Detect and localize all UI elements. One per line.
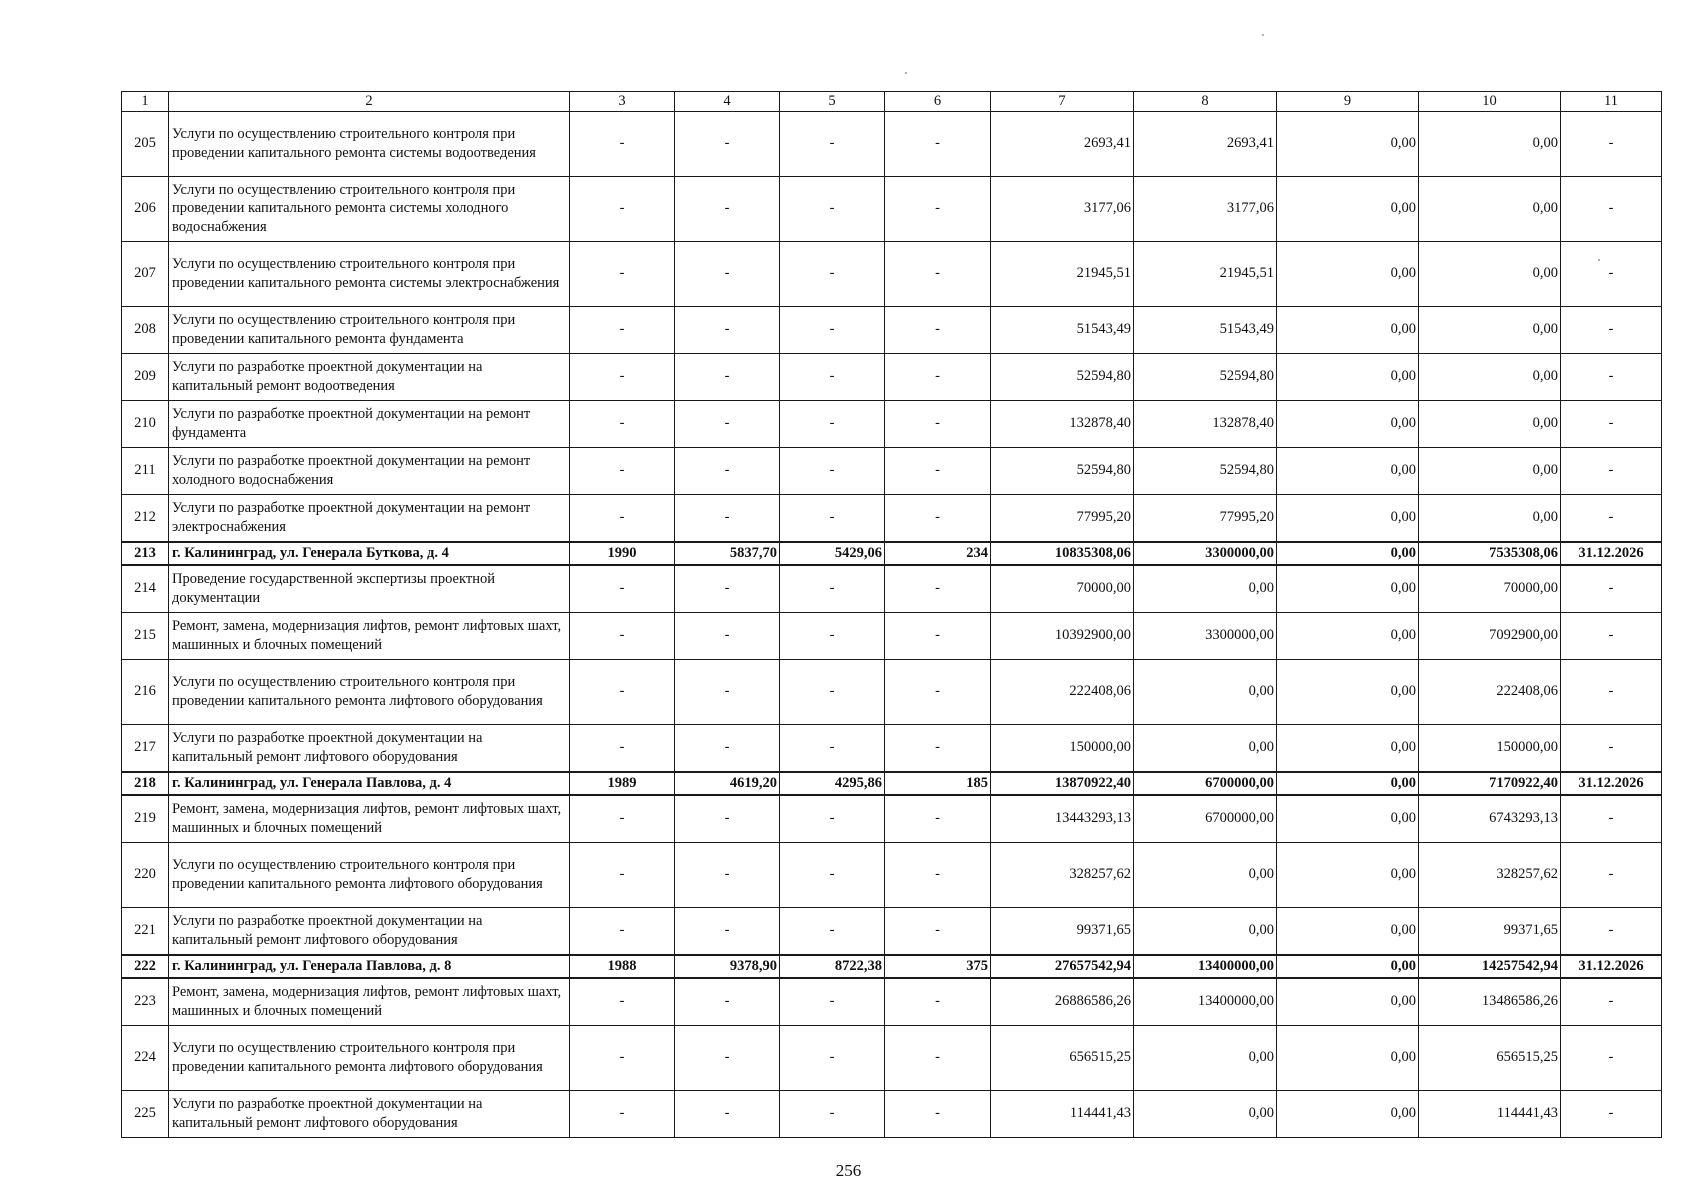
col-11-cell: -: [1561, 353, 1662, 400]
col-4-cell: -: [675, 724, 780, 772]
col-11-cell: -: [1561, 1090, 1662, 1137]
work-description-cell: Ремонт, замена, модернизация лифтов, ремонт лифтовых шахт, машинных и блочных помещений: [169, 978, 570, 1026]
col-7-cell: 656515,25: [991, 1025, 1134, 1090]
col-3-cell: -: [570, 176, 675, 241]
col-7-cell: 132878,40: [991, 400, 1134, 447]
work-description-cell: Услуги по осуществлению строительного контроля при проведении капитального ремонта лифтового оборудования: [169, 1025, 570, 1090]
col-8-cell: 3300000,00: [1134, 612, 1277, 659]
scan-speck: [1262, 34, 1264, 36]
col-7-cell: 13870922,40: [991, 772, 1134, 795]
col-9-cell: 0,00: [1277, 400, 1419, 447]
col-7-cell: 70000,00: [991, 565, 1134, 613]
col-3-cell: -: [570, 400, 675, 447]
col-8-cell: 6700000,00: [1134, 795, 1277, 843]
col-10-cell: 328257,62: [1419, 842, 1561, 907]
col-10-cell: 14257542,94: [1419, 955, 1561, 978]
row-number-cell: 216: [122, 659, 169, 724]
col-5-cell: -: [780, 1025, 885, 1090]
col-7-cell: 77995,20: [991, 494, 1134, 542]
col-3-cell: 1990: [570, 542, 675, 565]
work-description-cell: Услуги по разработке проектной документации на капитальный ремонт водоотведения: [169, 353, 570, 400]
col-3-cell: -: [570, 494, 675, 542]
col-4-cell: -: [675, 111, 780, 176]
work-description-cell: Услуги по разработке проектной документации на ремонт фундамента: [169, 400, 570, 447]
col-11-cell: -: [1561, 306, 1662, 353]
col-4-cell: -: [675, 565, 780, 613]
col-7-cell: 51543,49: [991, 306, 1134, 353]
col-10-cell: 7092900,00: [1419, 612, 1561, 659]
col-8-cell: 51543,49: [1134, 306, 1277, 353]
row-number-cell: 224: [122, 1025, 169, 1090]
col-6-cell: -: [885, 612, 991, 659]
col-5-cell: -: [780, 612, 885, 659]
col-6-cell: -: [885, 795, 991, 843]
row-number-cell: 217: [122, 724, 169, 772]
col-8-cell: 132878,40: [1134, 400, 1277, 447]
col-8-cell: 77995,20: [1134, 494, 1277, 542]
col-4-cell: 9378,90: [675, 955, 780, 978]
col-9-cell: 0,00: [1277, 241, 1419, 306]
col-4-cell: -: [675, 306, 780, 353]
row-number-cell: 207: [122, 241, 169, 306]
col-9-cell: 0,00: [1277, 659, 1419, 724]
col-8-cell: 52594,80: [1134, 353, 1277, 400]
work-description-cell: Проведение государственной экспертизы проектной документации: [169, 565, 570, 613]
col-9-cell: 0,00: [1277, 1025, 1419, 1090]
col-11-cell: -: [1561, 724, 1662, 772]
work-item-row: [122, 724, 1662, 772]
col-4-cell: 5837,70: [675, 542, 780, 565]
col-7-cell: 150000,00: [991, 724, 1134, 772]
work-item-row: [122, 659, 1662, 724]
col-8-cell: 13400000,00: [1134, 978, 1277, 1026]
col-4-cell: -: [675, 241, 780, 306]
work-description-cell: г. Калининград, ул. Генерала Павлова, д. 8: [169, 955, 570, 978]
col-8-cell: 0,00: [1134, 1090, 1277, 1137]
col-6-cell: -: [885, 565, 991, 613]
work-item-row: [122, 494, 1662, 542]
column-header: 4: [675, 92, 780, 112]
col-6-cell: -: [885, 978, 991, 1026]
col-9-cell: 0,00: [1277, 565, 1419, 613]
col-4-cell: 4619,20: [675, 772, 780, 795]
col-4-cell: -: [675, 907, 780, 955]
col-7-cell: 114441,43: [991, 1090, 1134, 1137]
col-11-cell: 31.12.2026: [1561, 955, 1662, 978]
col-7-cell: 99371,65: [991, 907, 1134, 955]
col-10-cell: 70000,00: [1419, 565, 1561, 613]
address-row: [122, 542, 1662, 565]
col-8-cell: 6700000,00: [1134, 772, 1277, 795]
col-10-cell: 0,00: [1419, 306, 1561, 353]
col-7-cell: 10835308,06: [991, 542, 1134, 565]
col-6-cell: 234: [885, 542, 991, 565]
col-11-cell: 31.12.2026: [1561, 542, 1662, 565]
column-header: 7: [991, 92, 1134, 112]
col-4-cell: -: [675, 176, 780, 241]
col-4-cell: -: [675, 612, 780, 659]
col-3-cell: -: [570, 1090, 675, 1137]
col-8-cell: 2693,41: [1134, 111, 1277, 176]
col-10-cell: 222408,06: [1419, 659, 1561, 724]
col-11-cell: -: [1561, 447, 1662, 494]
col-9-cell: 0,00: [1277, 1090, 1419, 1137]
row-number-cell: 220: [122, 842, 169, 907]
col-10-cell: 0,00: [1419, 176, 1561, 241]
col-11-cell: -: [1561, 612, 1662, 659]
col-11-cell: -: [1561, 400, 1662, 447]
col-7-cell: 3177,06: [991, 176, 1134, 241]
col-8-cell: 0,00: [1134, 842, 1277, 907]
col-6-cell: -: [885, 494, 991, 542]
col-11-cell: -: [1561, 176, 1662, 241]
work-description-cell: г. Калининград, ул. Генерала Буткова, д. 4: [169, 542, 570, 565]
column-header: 2: [169, 92, 570, 112]
work-item-row: [122, 978, 1662, 1026]
col-6-cell: -: [885, 659, 991, 724]
col-8-cell: 0,00: [1134, 724, 1277, 772]
budget-table: [121, 91, 1662, 1138]
row-number-cell: 213: [122, 542, 169, 565]
col-3-cell: -: [570, 241, 675, 306]
work-item-row: [122, 241, 1662, 306]
work-description-cell: г. Калининград, ул. Генерала Павлова, д. 4: [169, 772, 570, 795]
col-11-cell: -: [1561, 659, 1662, 724]
row-number-cell: 206: [122, 176, 169, 241]
row-number-cell: 225: [122, 1090, 169, 1137]
col-3-cell: -: [570, 111, 675, 176]
col-9-cell: 0,00: [1277, 724, 1419, 772]
col-3-cell: 1988: [570, 955, 675, 978]
col-11-cell: -: [1561, 241, 1662, 306]
column-header: 6: [885, 92, 991, 112]
col-5-cell: -: [780, 724, 885, 772]
col-6-cell: -: [885, 447, 991, 494]
work-item-row: [122, 353, 1662, 400]
work-description-cell: Услуги по осуществлению строительного контроля при проведении капитального ремонта лифтового оборудования: [169, 842, 570, 907]
col-7-cell: 52594,80: [991, 353, 1134, 400]
row-number-cell: 210: [122, 400, 169, 447]
address-row: [122, 955, 1662, 978]
column-header: 1: [122, 92, 169, 112]
col-7-cell: 328257,62: [991, 842, 1134, 907]
col-5-cell: -: [780, 494, 885, 542]
col-9-cell: 0,00: [1277, 612, 1419, 659]
col-8-cell: 13400000,00: [1134, 955, 1277, 978]
col-8-cell: 3300000,00: [1134, 542, 1277, 565]
work-description-cell: Ремонт, замена, модернизация лифтов, ремонт лифтовых шахт, машинных и блочных помещений: [169, 612, 570, 659]
work-item-row: [122, 907, 1662, 955]
col-8-cell: 21945,51: [1134, 241, 1277, 306]
work-description-cell: Услуги по разработке проектной документации на ремонт электроснабжения: [169, 494, 570, 542]
col-3-cell: 1989: [570, 772, 675, 795]
col-7-cell: 13443293,13: [991, 795, 1134, 843]
col-5-cell: -: [780, 1090, 885, 1137]
col-8-cell: 52594,80: [1134, 447, 1277, 494]
col-9-cell: 0,00: [1277, 542, 1419, 565]
col-7-cell: 27657542,94: [991, 955, 1134, 978]
col-6-cell: -: [885, 111, 991, 176]
col-11-cell: 31.12.2026: [1561, 772, 1662, 795]
col-5-cell: -: [780, 176, 885, 241]
col-10-cell: 0,00: [1419, 400, 1561, 447]
work-item-row: [122, 842, 1662, 907]
row-number-cell: 211: [122, 447, 169, 494]
row-number-cell: 212: [122, 494, 169, 542]
col-5-cell: -: [780, 659, 885, 724]
col-4-cell: -: [675, 353, 780, 400]
col-5-cell: -: [780, 978, 885, 1026]
column-number-header: [122, 92, 1662, 112]
col-4-cell: -: [675, 659, 780, 724]
col-8-cell: 0,00: [1134, 659, 1277, 724]
col-9-cell: 0,00: [1277, 494, 1419, 542]
col-8-cell: 0,00: [1134, 565, 1277, 613]
work-item-row: [122, 565, 1662, 613]
row-number-cell: 221: [122, 907, 169, 955]
col-3-cell: -: [570, 724, 675, 772]
col-9-cell: 0,00: [1277, 447, 1419, 494]
col-5-cell: -: [780, 353, 885, 400]
col-5-cell: -: [780, 400, 885, 447]
work-description-cell: Услуги по разработке проектной документации на капитальный ремонт лифтового оборудования: [169, 724, 570, 772]
work-description-cell: Услуги по осуществлению строительного контроля при проведении капитального ремонта лифтового оборудования: [169, 659, 570, 724]
col-6-cell: 185: [885, 772, 991, 795]
col-5-cell: -: [780, 565, 885, 613]
col-11-cell: -: [1561, 111, 1662, 176]
col-9-cell: 0,00: [1277, 772, 1419, 795]
column-header: 10: [1419, 92, 1561, 112]
address-row: [122, 772, 1662, 795]
col-4-cell: -: [675, 842, 780, 907]
col-5-cell: -: [780, 306, 885, 353]
work-item-row: [122, 1025, 1662, 1090]
work-item-row: [122, 1090, 1662, 1137]
col-10-cell: 0,00: [1419, 353, 1561, 400]
work-item-row: [122, 400, 1662, 447]
col-10-cell: 656515,25: [1419, 1025, 1561, 1090]
work-description-cell: Ремонт, замена, модернизация лифтов, ремонт лифтовых шахт, машинных и блочных помещений: [169, 795, 570, 843]
col-11-cell: -: [1561, 494, 1662, 542]
col-11-cell: -: [1561, 1025, 1662, 1090]
col-11-cell: -: [1561, 565, 1662, 613]
col-3-cell: -: [570, 447, 675, 494]
col-10-cell: 150000,00: [1419, 724, 1561, 772]
col-9-cell: 0,00: [1277, 978, 1419, 1026]
page-number: 256: [835, 1161, 862, 1180]
col-4-cell: -: [675, 795, 780, 843]
work-description-cell: Услуги по осуществлению строительного контроля при проведении капитального ремонта фундамента: [169, 306, 570, 353]
col-8-cell: 0,00: [1134, 907, 1277, 955]
col-10-cell: 6743293,13: [1419, 795, 1561, 843]
work-item-row: [122, 447, 1662, 494]
work-description-cell: Услуги по разработке проектной документации на капитальный ремонт лифтового оборудования: [169, 907, 570, 955]
column-header: 9: [1277, 92, 1419, 112]
col-5-cell: 8722,38: [780, 955, 885, 978]
col-6-cell: -: [885, 724, 991, 772]
col-6-cell: -: [885, 176, 991, 241]
col-8-cell: 3177,06: [1134, 176, 1277, 241]
col-5-cell: -: [780, 795, 885, 843]
work-item-row: [122, 612, 1662, 659]
work-item-row: [122, 306, 1662, 353]
col-4-cell: -: [675, 400, 780, 447]
row-number-cell: 214: [122, 565, 169, 613]
row-number-cell: 208: [122, 306, 169, 353]
col-11-cell: -: [1561, 907, 1662, 955]
col-4-cell: -: [675, 978, 780, 1026]
col-6-cell: -: [885, 400, 991, 447]
col-10-cell: 0,00: [1419, 494, 1561, 542]
col-3-cell: -: [570, 795, 675, 843]
column-header: 11: [1561, 92, 1662, 112]
col-11-cell: -: [1561, 842, 1662, 907]
column-header: 5: [780, 92, 885, 112]
col-9-cell: 0,00: [1277, 842, 1419, 907]
col-4-cell: -: [675, 494, 780, 542]
row-number-cell: 215: [122, 612, 169, 659]
col-5-cell: -: [780, 907, 885, 955]
col-11-cell: -: [1561, 795, 1662, 843]
row-number-cell: 223: [122, 978, 169, 1026]
work-description-cell: Услуги по осуществлению строительного контроля при проведении капитального ремонта системы электроснабжения: [169, 241, 570, 306]
col-3-cell: -: [570, 612, 675, 659]
row-number-cell: 222: [122, 955, 169, 978]
col-9-cell: 0,00: [1277, 176, 1419, 241]
work-description-cell: Услуги по осуществлению строительного контроля при проведении капитального ремонта системы холодного водоснабжения: [169, 176, 570, 241]
col-3-cell: -: [570, 842, 675, 907]
col-9-cell: 0,00: [1277, 111, 1419, 176]
col-6-cell: -: [885, 1025, 991, 1090]
row-number-cell: 218: [122, 772, 169, 795]
col-6-cell: -: [885, 842, 991, 907]
col-3-cell: -: [570, 659, 675, 724]
col-11-cell: -: [1561, 978, 1662, 1026]
col-7-cell: 2693,41: [991, 111, 1134, 176]
col-5-cell: -: [780, 241, 885, 306]
col-9-cell: 0,00: [1277, 353, 1419, 400]
col-9-cell: 0,00: [1277, 907, 1419, 955]
row-number-cell: 219: [122, 795, 169, 843]
col-9-cell: 0,00: [1277, 306, 1419, 353]
col-5-cell: -: [780, 842, 885, 907]
col-9-cell: 0,00: [1277, 955, 1419, 978]
table-body: [122, 111, 1662, 1137]
col-3-cell: -: [570, 978, 675, 1026]
row-number-cell: 205: [122, 111, 169, 176]
work-description-cell: Услуги по разработке проектной документации на ремонт холодного водоснабжения: [169, 447, 570, 494]
col-5-cell: 5429,06: [780, 542, 885, 565]
work-description-cell: Услуги по разработке проектной документации на капитальный ремонт лифтового оборудования: [169, 1090, 570, 1137]
col-10-cell: 7535308,06: [1419, 542, 1561, 565]
col-10-cell: 0,00: [1419, 447, 1561, 494]
col-3-cell: -: [570, 565, 675, 613]
col-4-cell: -: [675, 1090, 780, 1137]
col-5-cell: -: [780, 111, 885, 176]
col-6-cell: -: [885, 1090, 991, 1137]
scan-speck: [905, 72, 907, 74]
col-6-cell: -: [885, 907, 991, 955]
work-item-row: [122, 111, 1662, 176]
col-5-cell: 4295,86: [780, 772, 885, 795]
col-7-cell: 52594,80: [991, 447, 1134, 494]
col-10-cell: 114441,43: [1419, 1090, 1561, 1137]
col-4-cell: -: [675, 447, 780, 494]
col-9-cell: 0,00: [1277, 795, 1419, 843]
work-item-row: [122, 795, 1662, 843]
col-7-cell: 222408,06: [991, 659, 1134, 724]
column-header: 8: [1134, 92, 1277, 112]
col-10-cell: 99371,65: [1419, 907, 1561, 955]
col-10-cell: 7170922,40: [1419, 772, 1561, 795]
column-header: 3: [570, 92, 675, 112]
col-4-cell: -: [675, 1025, 780, 1090]
col-10-cell: 13486586,26: [1419, 978, 1561, 1026]
col-5-cell: -: [780, 447, 885, 494]
work-description-cell: Услуги по осуществлению строительного контроля при проведении капитального ремонта системы водоотведения: [169, 111, 570, 176]
col-10-cell: 0,00: [1419, 241, 1561, 306]
col-7-cell: 10392900,00: [991, 612, 1134, 659]
work-item-row: [122, 176, 1662, 241]
col-6-cell: -: [885, 306, 991, 353]
col-7-cell: 21945,51: [991, 241, 1134, 306]
col-7-cell: 26886586,26: [991, 978, 1134, 1026]
col-6-cell: -: [885, 353, 991, 400]
col-6-cell: 375: [885, 955, 991, 978]
col-3-cell: -: [570, 907, 675, 955]
col-3-cell: -: [570, 1025, 675, 1090]
col-3-cell: -: [570, 353, 675, 400]
col-3-cell: -: [570, 306, 675, 353]
col-10-cell: 0,00: [1419, 111, 1561, 176]
col-8-cell: 0,00: [1134, 1025, 1277, 1090]
row-number-cell: 209: [122, 353, 169, 400]
col-6-cell: -: [885, 241, 991, 306]
